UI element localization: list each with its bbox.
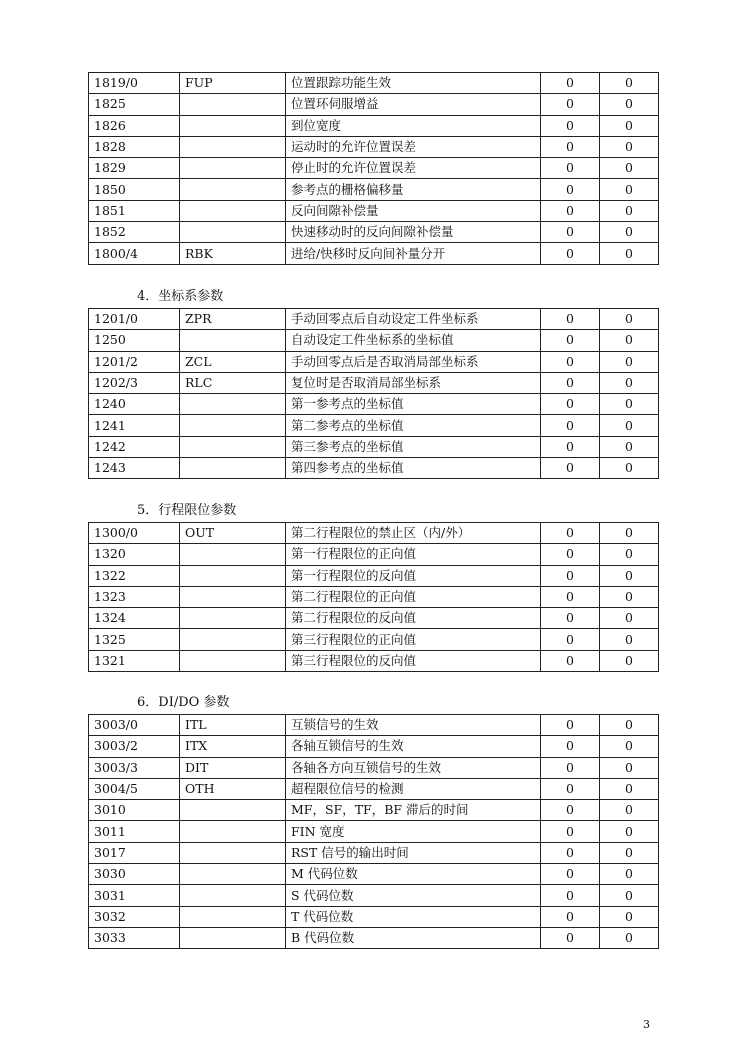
param-description-cell: 各轴各方向互锁信号的生效 [286, 757, 541, 778]
param-description-cell: 第四参考点的坐标值 [286, 458, 541, 479]
param-symbol-cell [180, 906, 286, 927]
value-cell-b: 0 [600, 415, 659, 436]
value-cell-b: 0 [600, 200, 659, 221]
value-cell-a: 0 [541, 243, 600, 264]
value-cell-a: 0 [541, 864, 600, 885]
param-description-cell: 第三参考点的坐标值 [286, 436, 541, 457]
param-number-cell: 3032 [89, 906, 180, 927]
param-symbol-cell: RLC [180, 372, 286, 393]
value-cell-a: 0 [541, 415, 600, 436]
value-cell-a: 0 [541, 115, 600, 136]
param-number-cell: 3017 [89, 842, 180, 863]
section-title-travel-limit: 5．行程限位参数 [137, 503, 237, 518]
param-symbol-cell [180, 115, 286, 136]
param-description-cell: 位置跟踪功能生效 [286, 73, 541, 94]
param-description-cell: MF，SF，TF，BF 滞后的时间 [286, 800, 541, 821]
param-description-cell: 反向间隙补偿量 [286, 200, 541, 221]
param-symbol-cell [180, 394, 286, 415]
table-row [89, 544, 659, 565]
param-symbol-cell: FUP [180, 73, 286, 94]
table-row [89, 565, 659, 586]
param-symbol-cell [180, 842, 286, 863]
value-cell-b: 0 [600, 394, 659, 415]
param-number-cell: 1201/2 [89, 351, 180, 372]
param-symbol-cell: OUT [180, 523, 286, 544]
value-cell-a: 0 [541, 757, 600, 778]
param-symbol-cell [180, 158, 286, 179]
param-symbol-cell [180, 330, 286, 351]
param-symbol-cell [180, 629, 286, 650]
value-cell-b: 0 [600, 650, 659, 671]
value-cell-a: 0 [541, 436, 600, 457]
param-number-cell: 1241 [89, 415, 180, 436]
param-number-cell: 1323 [89, 586, 180, 607]
param-number-cell: 3003/3 [89, 757, 180, 778]
value-cell-b: 0 [600, 842, 659, 863]
param-number-cell: 1851 [89, 200, 180, 221]
value-cell-a: 0 [541, 821, 600, 842]
param-symbol-cell: OTH [180, 778, 286, 799]
param-symbol-cell [180, 565, 286, 586]
table-row [89, 778, 659, 799]
table-row [89, 458, 659, 479]
value-cell-b: 0 [600, 330, 659, 351]
table-row [89, 842, 659, 863]
value-cell-a: 0 [541, 586, 600, 607]
param-description-cell: 停止时的允许位置误差 [286, 158, 541, 179]
param-description-cell: B 代码位数 [286, 927, 541, 948]
param-symbol-cell [180, 927, 286, 948]
param-description-cell: 第一行程限位的正向值 [286, 544, 541, 565]
param-description-cell: 第三行程限位的正向值 [286, 629, 541, 650]
value-cell-b: 0 [600, 243, 659, 264]
value-cell-b: 0 [600, 715, 659, 736]
param-symbol-cell [180, 200, 286, 221]
value-cell-a: 0 [541, 544, 600, 565]
param-number-cell: 3033 [89, 927, 180, 948]
value-cell-a: 0 [541, 715, 600, 736]
param-table-di-do [88, 714, 659, 949]
value-cell-b: 0 [600, 906, 659, 927]
param-description-cell: 第二行程限位的禁止区（内/外） [286, 523, 541, 544]
table-row [89, 885, 659, 906]
value-cell-b: 0 [600, 309, 659, 330]
value-cell-b: 0 [600, 778, 659, 799]
param-symbol-cell: ITL [180, 715, 286, 736]
param-symbol-cell [180, 885, 286, 906]
param-number-cell: 1250 [89, 330, 180, 351]
table-row [89, 906, 659, 927]
table-row [89, 179, 659, 200]
section-title-coordinate: 4．坐标系参数 [137, 289, 224, 304]
value-cell-a: 0 [541, 158, 600, 179]
table-row [89, 608, 659, 629]
value-cell-b: 0 [600, 222, 659, 243]
value-cell-b: 0 [600, 179, 659, 200]
table-row [89, 309, 659, 330]
table-row [89, 736, 659, 757]
param-number-cell: 1300/0 [89, 523, 180, 544]
table-row [89, 136, 659, 157]
param-symbol-cell [180, 544, 286, 565]
param-number-cell: 1826 [89, 115, 180, 136]
table-row [89, 394, 659, 415]
table-row [89, 800, 659, 821]
param-description-cell: 第二行程限位的正向值 [286, 586, 541, 607]
param-symbol-cell: ITX [180, 736, 286, 757]
value-cell-b: 0 [600, 864, 659, 885]
table-row [89, 586, 659, 607]
param-number-cell: 3010 [89, 800, 180, 821]
value-cell-b: 0 [600, 565, 659, 586]
param-number-cell: 1321 [89, 650, 180, 671]
value-cell-a: 0 [541, 73, 600, 94]
value-cell-b: 0 [600, 927, 659, 948]
value-cell-a: 0 [541, 906, 600, 927]
value-cell-a: 0 [541, 608, 600, 629]
param-number-cell: 1202/3 [89, 372, 180, 393]
table-row [89, 629, 659, 650]
param-description-cell: 手动回零点后自动设定工件坐标系 [286, 309, 541, 330]
table-row [89, 158, 659, 179]
param-description-cell: 自动设定工件坐标系的坐标值 [286, 330, 541, 351]
param-symbol-cell [180, 94, 286, 115]
param-number-cell: 3011 [89, 821, 180, 842]
param-description-cell: 运动时的允许位置误差 [286, 136, 541, 157]
value-cell-a: 0 [541, 800, 600, 821]
param-number-cell: 1828 [89, 136, 180, 157]
param-number-cell: 3031 [89, 885, 180, 906]
param-number-cell: 3003/2 [89, 736, 180, 757]
table-row [89, 864, 659, 885]
param-description-cell: 第一参考点的坐标值 [286, 394, 541, 415]
param-number-cell: 3030 [89, 864, 180, 885]
param-symbol-cell [180, 436, 286, 457]
table-row [89, 222, 659, 243]
value-cell-b: 0 [600, 458, 659, 479]
value-cell-a: 0 [541, 94, 600, 115]
param-symbol-cell: RBK [180, 243, 286, 264]
param-description-cell: 互锁信号的生效 [286, 715, 541, 736]
value-cell-b: 0 [600, 136, 659, 157]
param-number-cell: 1325 [89, 629, 180, 650]
table-row [89, 351, 659, 372]
value-cell-a: 0 [541, 351, 600, 372]
param-description-cell: 参考点的栅格偏移量 [286, 179, 541, 200]
value-cell-a: 0 [541, 330, 600, 351]
table-row [89, 330, 659, 351]
param-description-cell: M 代码位数 [286, 864, 541, 885]
table-row [89, 757, 659, 778]
param-description-cell: 第三行程限位的反向值 [286, 650, 541, 671]
value-cell-b: 0 [600, 523, 659, 544]
param-symbol-cell [180, 222, 286, 243]
value-cell-a: 0 [541, 179, 600, 200]
param-description-cell: 进给/快移时反向间补量分开 [286, 243, 541, 264]
table-row [89, 715, 659, 736]
param-description-cell: 手动回零点后是否取消局部坐标系 [286, 351, 541, 372]
param-number-cell: 1850 [89, 179, 180, 200]
value-cell-a: 0 [541, 650, 600, 671]
value-cell-b: 0 [600, 94, 659, 115]
table-row [89, 372, 659, 393]
param-table-servo [88, 72, 659, 265]
value-cell-a: 0 [541, 885, 600, 906]
section-title-di-do: 6．DI/DO 参数 [137, 695, 230, 710]
param-table-coordinate [88, 308, 659, 479]
param-symbol-cell [180, 136, 286, 157]
value-cell-a: 0 [541, 927, 600, 948]
table-row [89, 415, 659, 436]
value-cell-b: 0 [600, 757, 659, 778]
value-cell-b: 0 [600, 736, 659, 757]
value-cell-a: 0 [541, 629, 600, 650]
param-description-cell: 复位时是否取消局部坐标系 [286, 372, 541, 393]
param-description-cell: FIN 宽度 [286, 821, 541, 842]
value-cell-b: 0 [600, 158, 659, 179]
table-row [89, 523, 659, 544]
value-cell-a: 0 [541, 136, 600, 157]
param-symbol-cell [180, 864, 286, 885]
table-row [89, 73, 659, 94]
value-cell-a: 0 [541, 842, 600, 863]
param-number-cell: 3004/5 [89, 778, 180, 799]
value-cell-a: 0 [541, 394, 600, 415]
value-cell-b: 0 [600, 544, 659, 565]
param-symbol-cell [180, 586, 286, 607]
value-cell-a: 0 [541, 372, 600, 393]
param-description-cell: 位置环伺服增益 [286, 94, 541, 115]
param-symbol-cell [180, 650, 286, 671]
param-number-cell: 1800/4 [89, 243, 180, 264]
table-row [89, 94, 659, 115]
table-row [89, 650, 659, 671]
param-description-cell: 到位宽度 [286, 115, 541, 136]
table-row [89, 436, 659, 457]
param-symbol-cell: DIT [180, 757, 286, 778]
param-symbol-cell [180, 458, 286, 479]
param-description-cell: 第二行程限位的反向值 [286, 608, 541, 629]
value-cell-b: 0 [600, 586, 659, 607]
param-symbol-cell [180, 800, 286, 821]
value-cell-b: 0 [600, 821, 659, 842]
param-description-cell: 各轴互锁信号的生效 [286, 736, 541, 757]
param-description-cell: 超程限位信号的检测 [286, 778, 541, 799]
table-row [89, 927, 659, 948]
value-cell-a: 0 [541, 778, 600, 799]
value-cell-a: 0 [541, 309, 600, 330]
param-description-cell: T 代码位数 [286, 906, 541, 927]
param-number-cell: 1243 [89, 458, 180, 479]
param-description-cell: 快速移动时的反向间隙补偿量 [286, 222, 541, 243]
param-symbol-cell [180, 821, 286, 842]
param-number-cell: 1242 [89, 436, 180, 457]
value-cell-a: 0 [541, 523, 600, 544]
param-number-cell: 1819/0 [89, 73, 180, 94]
param-description-cell: RST 信号的输出时间 [286, 842, 541, 863]
param-number-cell: 1829 [89, 158, 180, 179]
value-cell-b: 0 [600, 115, 659, 136]
param-number-cell: 1852 [89, 222, 180, 243]
value-cell-b: 0 [600, 372, 659, 393]
value-cell-b: 0 [600, 351, 659, 372]
value-cell-a: 0 [541, 458, 600, 479]
value-cell-b: 0 [600, 73, 659, 94]
value-cell-b: 0 [600, 436, 659, 457]
param-number-cell: 1825 [89, 94, 180, 115]
param-number-cell: 1322 [89, 565, 180, 586]
param-symbol-cell: ZCL [180, 351, 286, 372]
param-number-cell: 1324 [89, 608, 180, 629]
param-symbol-cell [180, 415, 286, 436]
page-number: 3 [643, 1018, 650, 1031]
param-description-cell: 第一行程限位的反向值 [286, 565, 541, 586]
table-row [89, 200, 659, 221]
value-cell-a: 0 [541, 565, 600, 586]
value-cell-a: 0 [541, 200, 600, 221]
param-symbol-cell [180, 608, 286, 629]
value-cell-b: 0 [600, 629, 659, 650]
param-description-cell: 第二参考点的坐标值 [286, 415, 541, 436]
value-cell-b: 0 [600, 800, 659, 821]
param-number-cell: 1320 [89, 544, 180, 565]
value-cell-a: 0 [541, 222, 600, 243]
value-cell-b: 0 [600, 608, 659, 629]
param-number-cell: 1240 [89, 394, 180, 415]
param-number-cell: 3003/0 [89, 715, 180, 736]
table-row [89, 243, 659, 264]
table-row [89, 115, 659, 136]
value-cell-a: 0 [541, 736, 600, 757]
param-symbol-cell [180, 179, 286, 200]
param-table-travel-limit [88, 522, 659, 672]
param-number-cell: 1201/0 [89, 309, 180, 330]
param-description-cell: S 代码位数 [286, 885, 541, 906]
table-row [89, 821, 659, 842]
param-symbol-cell: ZPR [180, 309, 286, 330]
value-cell-b: 0 [600, 885, 659, 906]
